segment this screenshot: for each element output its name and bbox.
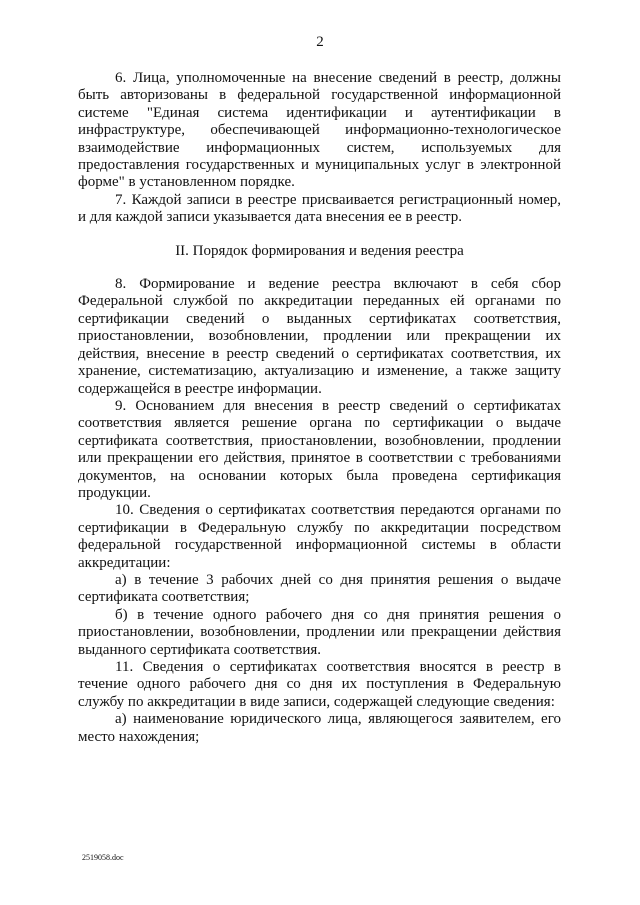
- paragraph-9: 9. Основанием для внесения в реестр сведений о сертификатах соответствия является решение органа по сертификации о выдаче сертификата соответствия, приостановлении, возобновлении, продлении или прекращении его действия, принятое в соответствии с требованиями документов, на основании которых была проведена сертификация продукции.: [78, 397, 561, 501]
- paragraph-11-a: а) наименование юридического лица, являющегося заявителем, его место нахождения;: [78, 711, 561, 745]
- paragraph-7: 7. Каждой записи в реестре присваивается регистрационный номер, и для каждой записи указывается дата внесения ее в реестр.: [78, 191, 561, 226]
- paragraph-10: 10. Сведения о сертификатах соответствия передаются органами по сертификации в Федеральную службу по аккредитации посредством федеральной государственной информационной системы в области аккредитации:: [78, 502, 561, 571]
- paragraph-10-a: а) в течение 3 рабочих дней со дня принятия решения о выдаче сертификата соответствия;: [78, 571, 561, 606]
- paragraph-6: 6. Лица, уполномоченные на внесение сведений в реестр, должны быть авторизованы в федеральной государственной информационной системе "Единая система идентификации и аутентификации в инфраструктуре, обеспечивающей информационно-технологическое взаимодействие информационных систем, используемых для предоставления государственных и муниципальных услуг в электронной форме" в установленном порядке.: [78, 70, 561, 191]
- paragraph-11: 11. Сведения о сертификатах соответствия вносятся в реестр в течение одного рабочего дня со дня их поступления в Федеральную службу по аккредитации в виде записи, содержащей следующие сведения:: [78, 659, 561, 710]
- section-heading: II. Порядок формирования и ведения реестра: [175, 242, 464, 259]
- footer-filename: 2519058.doc: [82, 853, 124, 862]
- document-body: [78, 70, 561, 746]
- paragraph-10-b: б) в течение одного рабочего дня со дня принятия решения о приостановлении, возобновлении, продлении или прекращении действия выданного сертификата соответствия.: [78, 606, 561, 658]
- page-number: 2: [316, 34, 324, 50]
- paragraph-8: 8. Формирование и ведение реестра включают в себя сбор Федеральной службой по аккредитации переданных ей органами по сертификации сведений о выданных сертификатах соответствия, приостановлении, возобновлении, продлении или прекращении их действия, внесение в реестр сведений о сертификатах соответствия, их хранение, систематизацию, актуализацию и изменение, а также защиту содержащейся в реестре информации.: [78, 276, 561, 397]
